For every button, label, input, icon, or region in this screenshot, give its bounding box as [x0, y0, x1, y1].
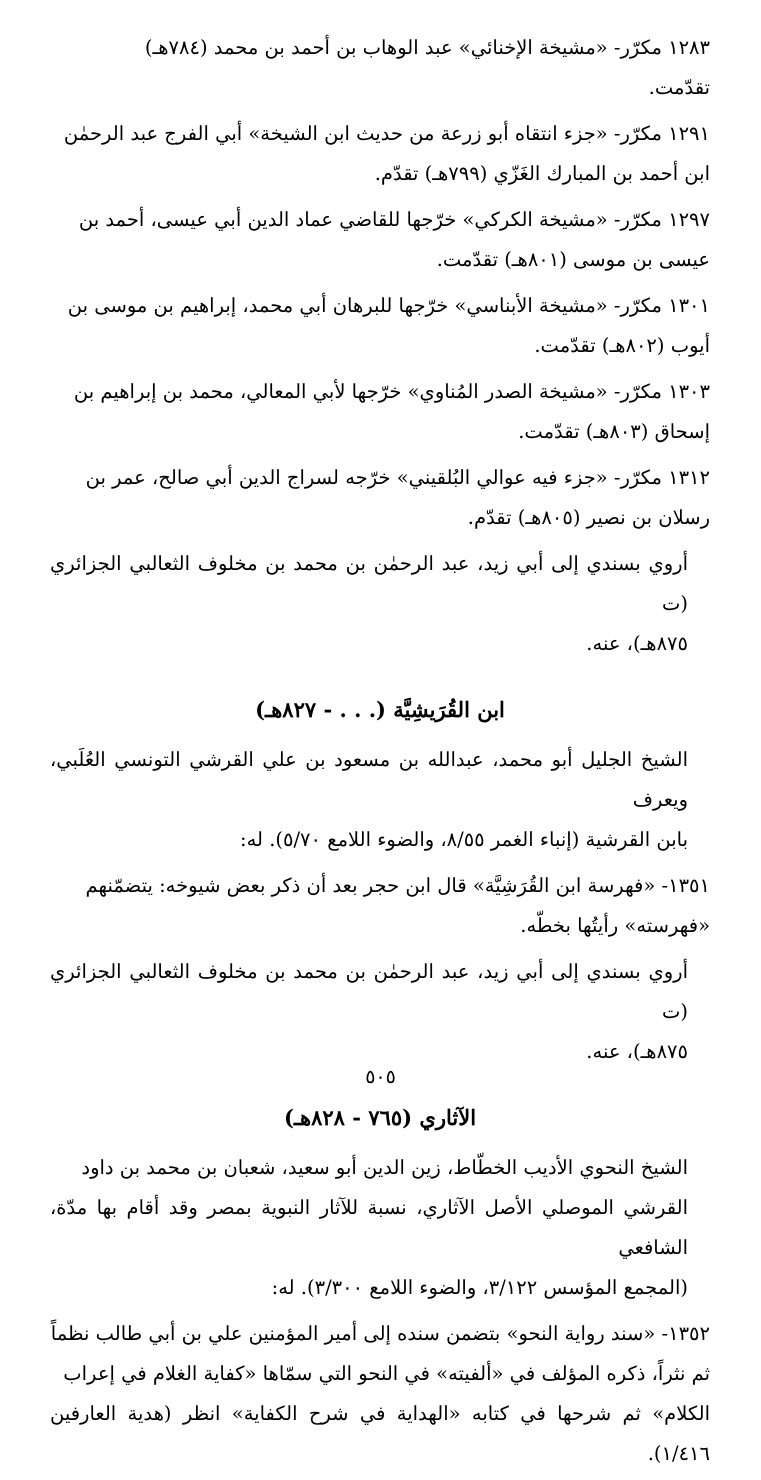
entry-line: إسحاق (٨٠٣هـ) تقدّمت.: [518, 420, 710, 443]
narration-line: ٨٧٥هـ)، عنه.: [586, 1040, 688, 1063]
entry-1351: [50, 866, 710, 946]
biography-paragraph: [50, 1148, 710, 1308]
bio-line: بابن القرشية (إنباء الغمر ٨/٥٥، والضوء اللامع ٥/٧٠). له:: [240, 828, 688, 851]
entry-line: الكلام» ثم شرحها في كتابه «الهداية في شرح الكفاية» انظر (هدية العارفين ١/٤١٦).: [50, 1402, 710, 1465]
entry-line: ١٢٩١ مكرّر- «جزء انتقاه أبو زرعة من حديث ابن الشيخة» أبي الفرج عبد الرحمٰن: [63, 122, 710, 145]
entry-line: «فهرسته» رأيتُها بخطّه.: [520, 914, 710, 937]
entry-line: ١٣٥١- «فهرسة ابن القُرَشِيَّة» قال ابن حجر بعد أن ذكر بعض شيوخه: يتضمّنهم: [85, 874, 710, 897]
entry-line: ١٣٠٣ مكرّر- «مشيخة الصدر المُناوي» خرّجها لأبي المعالي، محمد بن إبراهيم بن: [73, 380, 710, 403]
page-number: ٥٠٥: [365, 1066, 396, 1088]
narration-line: أروي بسندي إلى أبي زيد، عبد الرحمٰن بن محمد بن مخلوف الثعالبي الجزائري (ت: [50, 960, 688, 1023]
entry-line: تقدّمت.: [648, 76, 710, 99]
bio-line: الشيخ الجليل أبو محمد، عبدالله بن مسعود بن علي القرشي التونسي العُلَبي، ويعرف: [50, 748, 688, 811]
page-body: [50, 28, 710, 1480]
bio-line: القرشي الموصلي الأصل الآثاري، نسبة للآثار النبوية بمصر وقد أقام بها مدّة، الشافعي: [50, 1196, 688, 1259]
entry-1303: [50, 372, 710, 452]
entry-1312: [50, 458, 710, 538]
section-heading-al-athari: الآثاري (٧٦٥ - ٨٢٨هـ): [283, 1105, 477, 1130]
entry-line: ابن أحمد بن المبارك الغَزّي (٧٩٩هـ) تقدّم.: [374, 162, 710, 185]
entry-line: ١٢٩٧ مكرّر- «مشيخة الكركي» خرّجها للقاضي عماد الدين أبي عيسى، أحمد بن: [78, 208, 710, 231]
bio-line: الشيخ النحوي الأديب الخطّاط، زين الدين أبو سعيد، شعبان بن محمد بن داود: [81, 1156, 688, 1179]
entry-line: عيسى بن موسى (٨٠١هـ) تقدّمت.: [436, 248, 710, 271]
entry-1283: [50, 28, 710, 108]
entry-1297: [50, 200, 710, 280]
narration-line: أروي بسندي إلى أبي زيد، عبد الرحمٰن بن محمد بن مخلوف الثعالبي الجزائري (ت: [50, 552, 688, 615]
entry-line: ثم نثراً، ذكره المؤلف في «ألفيته» في النحو التي سمّاها «كفاية الغلام في إعراب: [63, 1362, 710, 1385]
narration-line: ٨٧٥هـ)، عنه.: [586, 632, 688, 655]
entry-1291: [50, 114, 710, 194]
entry-line: ١٣٥٢- «سند رواية النحو» بتضمن سنده إلى أمير المؤمنين علي بن أبي طالب نظماً: [50, 1322, 710, 1345]
entry-line: ١٢٨٣ مكرّر- «مشيخة الإخنائي» عبد الوهاب بن أحمد بن محمد (٧٨٤هـ): [144, 36, 710, 59]
entry-1301: [50, 286, 710, 366]
entry-line: رسلان بن نصير (٨٠٥هـ) تقدّم.: [467, 506, 710, 529]
entry-line: ١٣٠١ مكرّر- «مشيخة الأبناسي» خرّجها للبرهان أبي محمد، إبراهيم بن موسى بن: [67, 294, 710, 317]
entry-1352: [50, 1314, 710, 1474]
biography-paragraph: [50, 740, 710, 860]
section-heading-ibn-al-qurashiyya: ابن القُرَيشِيَّة (. . . - ٨٢٧هـ): [255, 697, 505, 722]
entry-line: ١٣١٢ مكرّر- «جزء فيه عوالي البُلقيني» خرّجه لسراج الدين أبي صالح، عمر بن: [85, 466, 710, 489]
narration-paragraph: [50, 952, 710, 1072]
narration-paragraph: [50, 544, 710, 664]
entry-line: أيوب (٨٠٢هـ) تقدّمت.: [534, 334, 710, 357]
bio-line: (المجمع المؤسس ٣/١٢٢، والضوء اللامع ٣/٣٠٠). له:: [271, 1276, 688, 1299]
